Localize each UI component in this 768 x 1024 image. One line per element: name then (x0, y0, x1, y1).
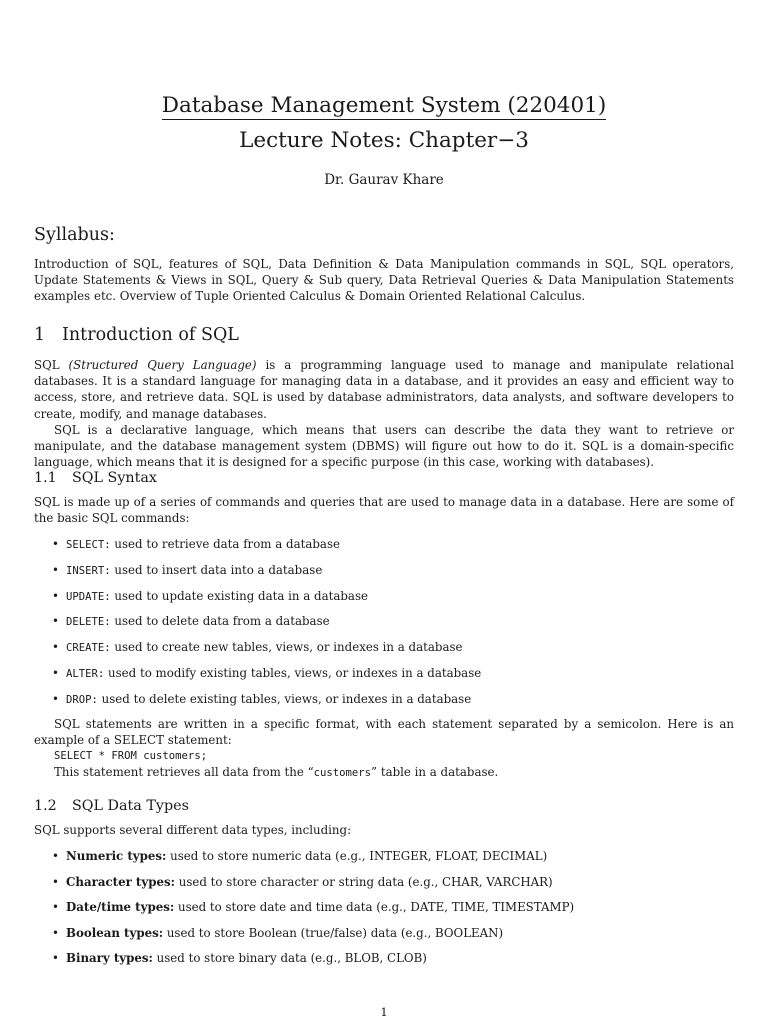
statement-paragraph: SQL statements are written in a specific format, with each statement separated by a semicolon. Here is an example of a SELECT statement: SELECT * FROM customers; This statement retrieves all data from the “customers” table in a database. (34, 716, 734, 782)
list-item-description: used to store Boolean (true/false) data (e.g., BOOLEAN) (163, 925, 504, 940)
list-item-description: used to store binary data (e.g., BLOB, CLOB) (152, 951, 427, 966)
bullet-icon: • (52, 588, 59, 603)
section-title: SQL Syntax (72, 470, 157, 486)
list-item-term: ALTER: (66, 668, 105, 680)
list-item-description: used to store date and time data (e.g., DATE, TIME, TIMESTAMP) (174, 900, 575, 915)
list-item-description: used to update existing data in a database (110, 588, 369, 603)
list-item-description: used to retrieve data from a database (110, 537, 340, 551)
syllabus-text: Introduction of SQL, features of SQL, Data Definition & Data Manipulation commands in SQL, SQL operators, Update Statements & Views in SQL, Query & Sub query, Data Retrieval Queries & Data Manipulation Statements examples etc. Overview of Tuple Oriented Calculus & Domain Oriented Relational Calculus. (34, 257, 734, 304)
document-author: Dr. Gaurav Khare (324, 172, 444, 188)
document-subtitle: Lecture Notes: Chapter−3 (239, 128, 529, 153)
list-item-term: UPDATE: (66, 590, 111, 603)
list-item-description: used to delete data from a database (110, 614, 330, 629)
bullet-icon: • (52, 874, 59, 889)
list-item-term: Numeric types: (66, 849, 167, 863)
section-1-body: SQL (Structured Query Language) is a programming language used to manage and manipulate relational databases. It is a standard language for managing data in a database, and it provides an easy and efficient way to access, store, and retrieve data. SQL is used by database administrators, data analysts, and software developers to create, modify, and manage databases. SQL is a declarative language, which means that users can describe the data they want to retrieve or manipulate, and the database management system (DBMS) will figure out how to do it. SQL is a domain-specific language, which means that it is designed for a specific purpose (in this case, working with databases). (34, 358, 734, 470)
list-item-description: used to store numeric data (e.g., INTEGER, FLOAT, DECIMAL) (166, 849, 548, 863)
list-item-term: CREATE: (66, 642, 111, 655)
bullet-icon: • (52, 562, 59, 577)
bullet-icon: • (52, 925, 59, 940)
list-item-term: DELETE: (66, 616, 111, 629)
section-1-paragraph-2: SQL is a declarative language, which means that users can describe the data they want to retrieve or manipulate, and the database management system (DBMS) will figure out how to do it. SQL is a domain-specific language, which means that it is designed for a specific purpose (in this case, working with databases). (34, 422, 734, 470)
bullet-icon: • (52, 614, 59, 629)
bullet-icon: • (52, 640, 59, 655)
document-page (34, 0, 734, 1024)
syntax-intro: SQL is made up of a series of commands and queries that are used to manage data in a database. Here are some of the basic SQL commands: (34, 495, 734, 526)
list-item-term: Boolean types: (66, 925, 164, 940)
list-item-description: used to create new tables, views, or indexes in a database (110, 640, 463, 655)
list-item-description: used to delete existing tables, views, or indexes in a database (97, 691, 472, 706)
section-number: 1.2 (34, 798, 57, 814)
page-number: 1 (380, 1005, 388, 1019)
section-1-1-heading (34, 468, 157, 488)
bullet-icon: • (52, 951, 59, 966)
section-number: 1.1 (34, 470, 57, 486)
syllabus-heading: Syllabus: (34, 225, 115, 245)
sql-full-name: (Structured Query Language) (68, 358, 257, 372)
list-item-description: used to insert data into a database (110, 562, 323, 577)
list-item-term: INSERT: (66, 564, 111, 577)
list-item-term: SELECT: (66, 539, 111, 551)
list-item-term: Character types: (66, 874, 175, 889)
list-item-term: DROP: (66, 693, 98, 706)
section-number: 1 (34, 325, 46, 345)
bullet-icon: • (52, 691, 59, 706)
list-item-term: Binary types: (66, 951, 153, 966)
bullet-icon: • (52, 849, 59, 863)
document-title: Database Management System (220401) (161, 93, 607, 118)
list-item-description: used to store character or string data (e.g., CHAR, VARCHAR) (174, 874, 553, 889)
list-item-term: Date/time types: (66, 900, 175, 915)
bullet-icon: • (52, 537, 59, 551)
data-types-intro: SQL supports several different data types, including: (34, 823, 352, 837)
code-example: SELECT * FROM customers; (54, 750, 208, 763)
bullet-icon: • (52, 666, 59, 680)
code-explanation: This statement retrieves all data from the “customers” table in a database. (54, 765, 499, 780)
bullet-icon: • (52, 900, 59, 915)
section-title: Introduction of SQL (62, 325, 239, 345)
section-1-2-heading (34, 796, 189, 816)
section-title: SQL Data Types (72, 798, 189, 814)
list-item-description: used to modify existing tables, views, or indexes in a database (104, 666, 482, 680)
section-1-heading (34, 323, 239, 347)
